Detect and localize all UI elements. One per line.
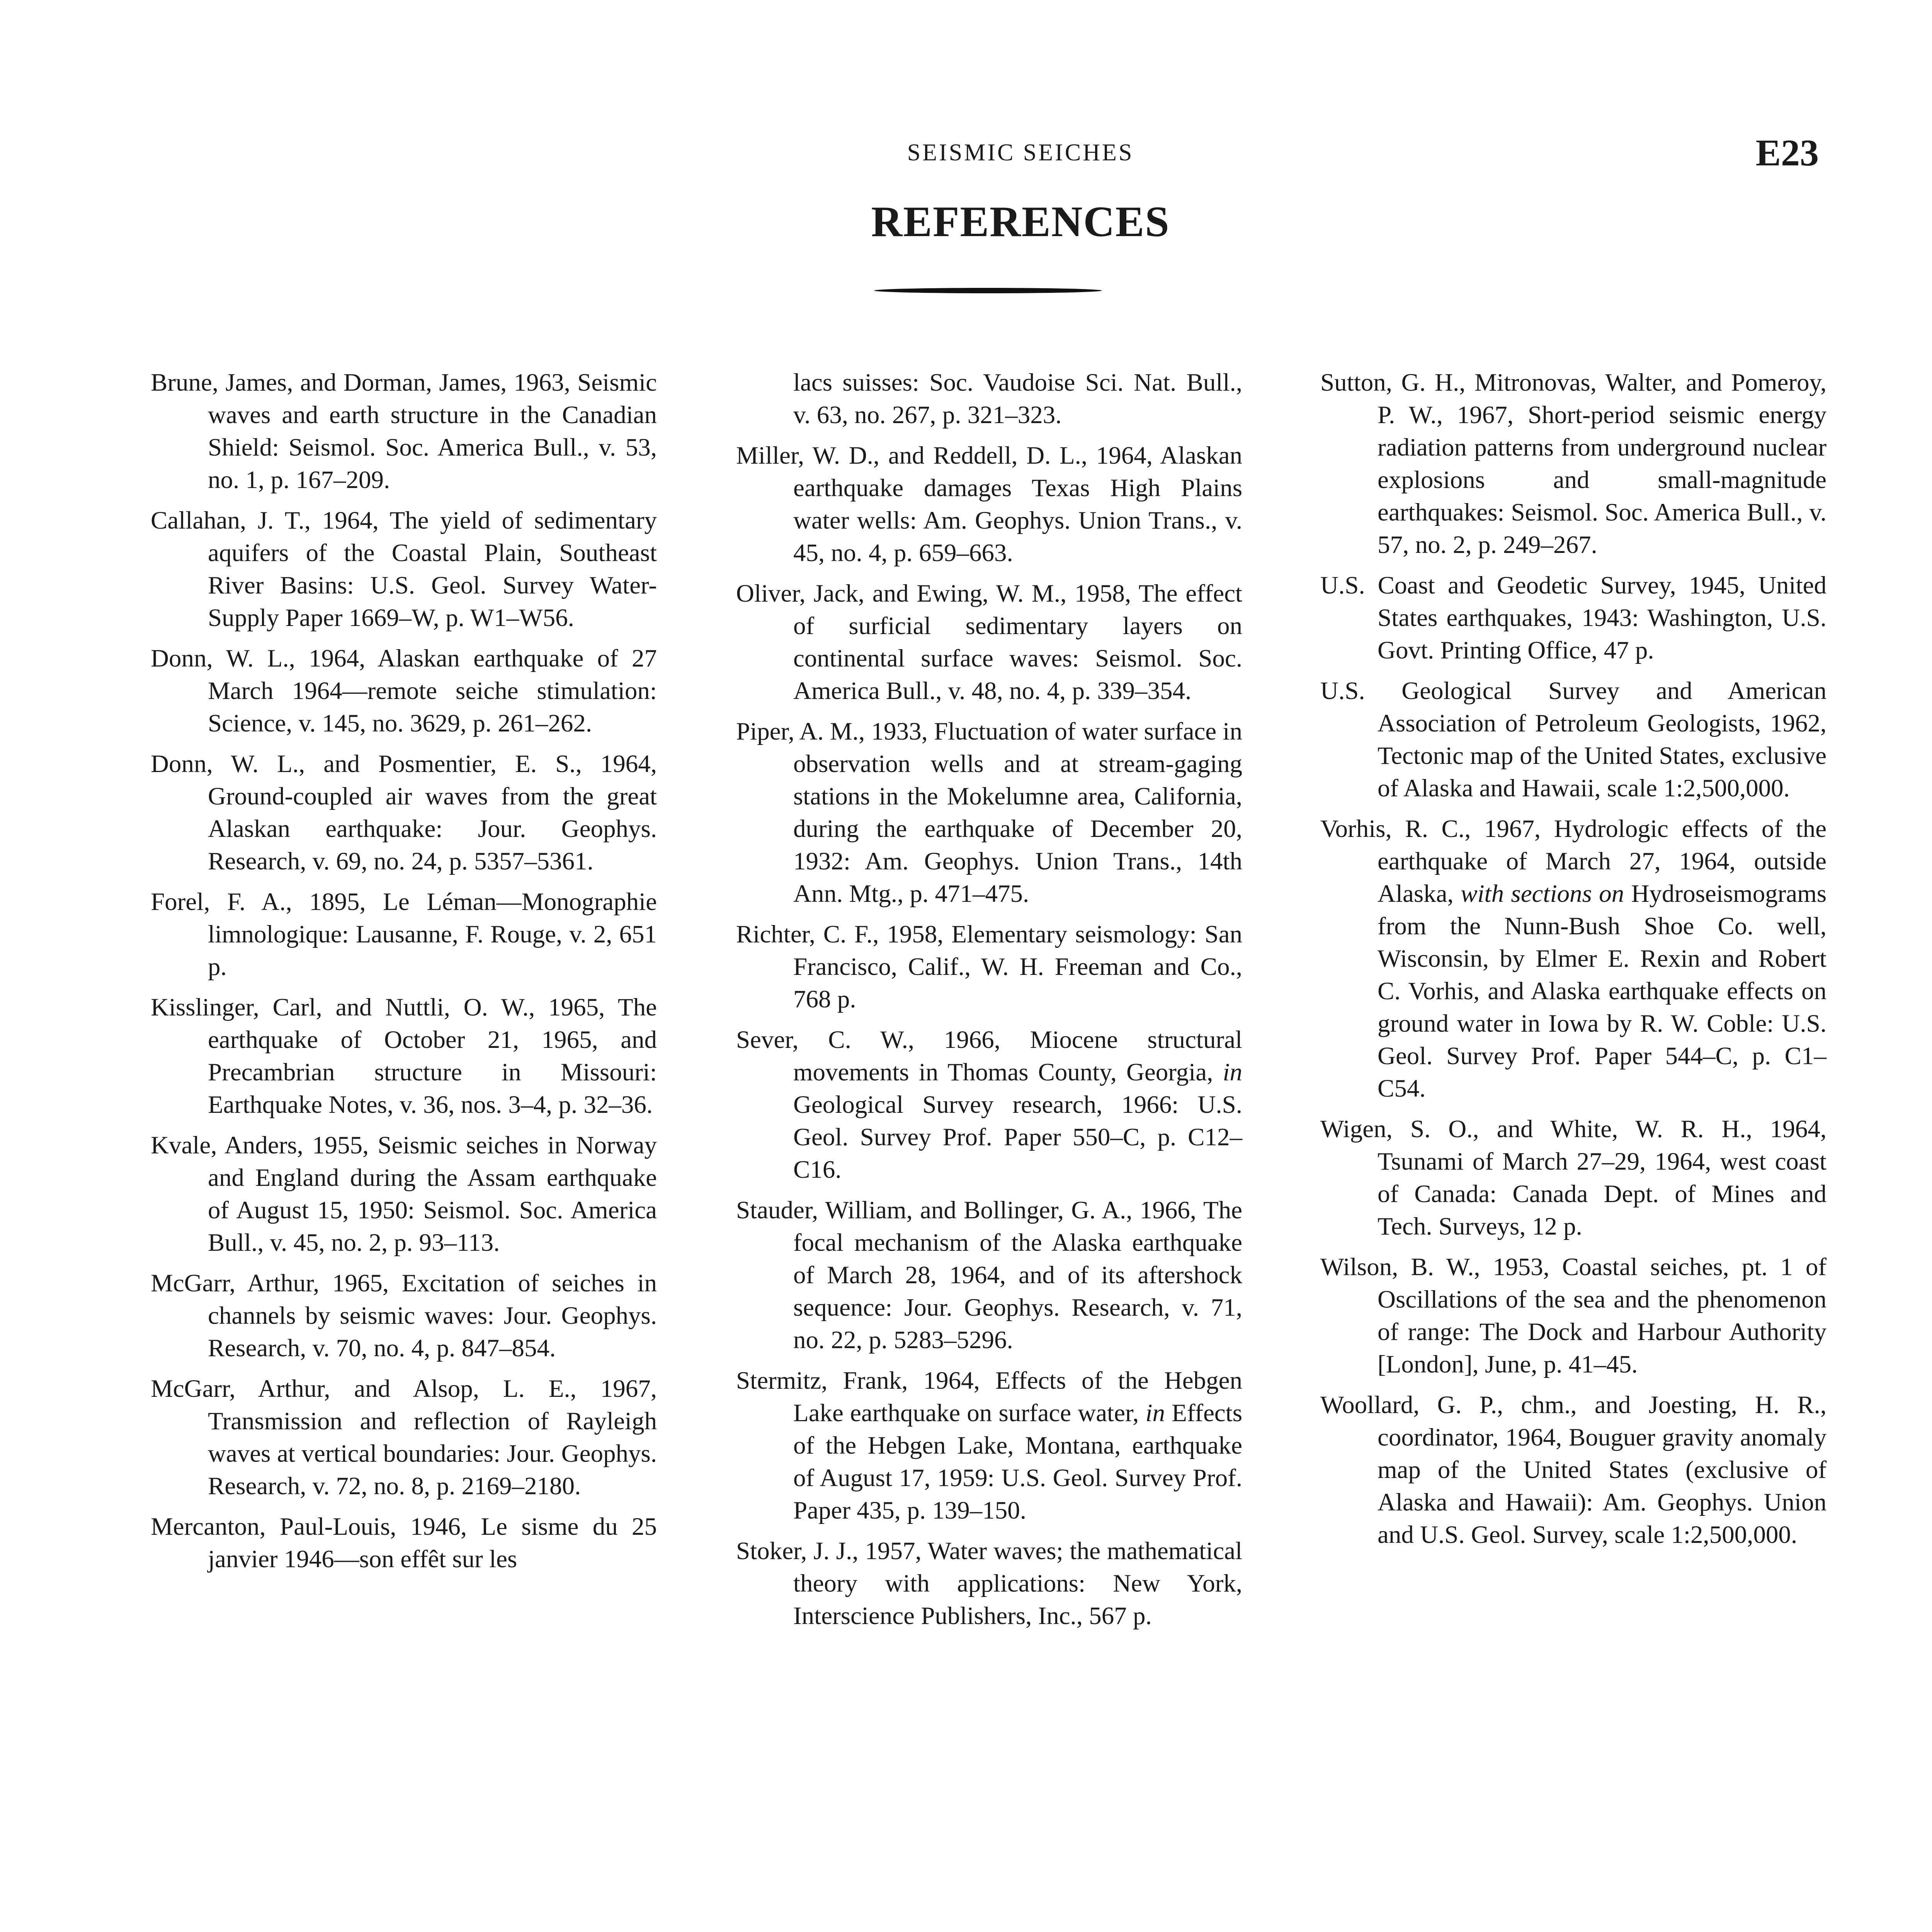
reference-entry — [1320, 675, 1827, 804]
reference-entry — [151, 1129, 657, 1259]
reference-text: Callahan, J. T., 1964, The yield of sedimentary aquifers of the Coastal Plain, Southeast River Basins: U.S. Geol. Survey Water-Supply Paper 1669–W, p. W1–W56. — [151, 507, 657, 632]
reference-text: Miller, W. D., and Reddell, D. L., 1964, Alaskan earthquake damages Texas High Plains water wells: Am. Geophys. Union Trans., v. 45, no. 4, p. 659–663. — [736, 442, 1242, 567]
reference-text: Donn, W. L., and Posmentier, E. S., 1964, Ground-coupled air waves from the great Alaskan earthquake: Jour. Geophys. Research, v. 69, no. 24, p. 5357–5361. — [151, 750, 657, 875]
reference-text: Wilson, B. W., 1953, Coastal seiches, pt. 1 of Oscillations of the sea and the phenomenon of range: The Dock and Harbour Authority [London], June, p. 41–45. — [1320, 1253, 1827, 1378]
reference-entry — [1320, 1113, 1827, 1243]
reference-text: McGarr, Arthur, and Alsop, L. E., 1967, Transmission and reflection of Rayleigh waves at vertical boundaries: Jour. Geophys. Research, v. 72, no. 8, p. 2169–2180. — [151, 1375, 657, 1500]
reference-text: U.S. Coast and Geodetic Survey, 1945, United States earthquakes, 1943: Washington, U.S. Govt. Printing Office, 47 p. — [1320, 571, 1827, 664]
reference-italic-text: with sections on — [1461, 880, 1624, 908]
reference-text: Sever, C. W., 1966, Miocene structural movements in Thomas County, Georgia, — [736, 1026, 1242, 1086]
reference-text: Effects of the Hebgen Lake, Montana, earthquake of August 17, 1959: U.S. Geol. Survey Prof. Paper 435, p. 139–150. — [793, 1399, 1242, 1524]
reference-entry — [736, 1194, 1242, 1356]
reference-text: Oliver, Jack, and Ewing, W. M., 1958, The effect of surficial sedimentary layers on continental surface waves: Seismol. Soc. America Bull., v. 48, no. 4, p. 339–354. — [736, 580, 1242, 705]
page-number: E23 — [1755, 132, 1819, 174]
reference-text: Kvale, Anders, 1955, Seismic seiches in Norway and England during the Assam earthquake of August 15, 1950: Seismol. Soc. America Bull., v. 45, no. 2, p. 93–113. — [151, 1131, 657, 1257]
reference-text: Piper, A. M., 1933, Fluctuation of water surface in observation wells and at stream-gaging stations in the Mokelumne area, California, during the earthquake of December 20, 1932: Am. Geophys. Union Trans., 14th Ann. Mtg., p. 471–475. — [736, 718, 1242, 908]
title-rule — [874, 288, 1102, 293]
reference-text: Kisslinger, Carl, and Nuttli, O. W., 1965, The earthquake of October 21, 1965, and Precambrian structure in Missouri: Earthquake Notes, v. 36, nos. 3–4, p. 32–36. — [151, 993, 657, 1119]
reference-entry — [151, 642, 657, 740]
reference-entry — [736, 918, 1242, 1015]
reference-entry — [736, 715, 1242, 910]
reference-entry — [736, 439, 1242, 569]
reference-entry — [1320, 1251, 1827, 1381]
reference-entry — [151, 366, 657, 496]
reference-column-3 — [1320, 366, 1827, 1559]
reference-entry — [151, 991, 657, 1121]
reference-column-1 — [151, 366, 657, 1583]
reference-entry — [151, 886, 657, 983]
reference-text: Stauder, William, and Bollinger, G. A., 1966, The focal mechanism of the Alaska earthquake of March 28, 1964, and of its aftershock sequence: Jour. Geophys. Research, v. 71, no. 22, p. 5283–5296. — [736, 1196, 1242, 1354]
reference-entry — [736, 366, 1242, 431]
running-head: SEISMIC SEICHES — [907, 139, 1134, 166]
reference-text: Stermitz, Frank, 1964, Effects of the Hebgen Lake earthquake on surface water, — [736, 1367, 1242, 1427]
reference-entry — [736, 1364, 1242, 1527]
reference-text: Geological Survey research, 1966: U.S. Geol. Survey Prof. Paper 550–C, p. C12–C16. — [793, 1091, 1242, 1184]
reference-entry — [736, 577, 1242, 707]
reference-entry — [151, 748, 657, 878]
reference-entry — [151, 1510, 657, 1575]
reference-entry — [151, 1267, 657, 1364]
reference-italic-text: in — [1145, 1399, 1165, 1427]
reference-entry — [1320, 569, 1827, 667]
section-title: REFERENCES — [871, 198, 1170, 246]
reference-text: Sutton, G. H., Mitronovas, Walter, and Pomeroy, P. W., 1967, Short-period seismic energy radiation patterns from underground nuclear explosions and small-magnitude earthquakes: Seismol. Soc. America Bull., v. 57, no. 2, p. 249–267. — [1320, 369, 1827, 559]
reference-text: McGarr, Arthur, 1965, Excitation of seiches in channels by seismic waves: Jour. Geophys. Research, v. 70, no. 4, p. 847–854. — [151, 1269, 657, 1362]
reference-text: Stoker, J. J., 1957, Water waves; the mathematical theory with applications: New York, Interscience Publishers, Inc., 567 p. — [736, 1537, 1242, 1630]
reference-text: U.S. Geological Survey and American Association of Petroleum Geologists, 1962, Tectonic map of the United States, exclusive of Alaska and Hawaii, scale 1:2,500,000. — [1320, 677, 1827, 802]
reference-text: Vorhis, R. C., 1967, Hydrologic effects of the earthquake of March 27, 1964, outside Alaska, — [1320, 815, 1827, 908]
reference-entry — [1320, 1389, 1827, 1551]
reference-text: lacs suisses: Soc. Vaudoise Sci. Nat. Bull., v. 63, no. 267, p. 321–323. — [793, 369, 1242, 429]
reference-entry — [736, 1535, 1242, 1632]
reference-entry — [1320, 366, 1827, 561]
reference-text: Forel, F. A., 1895, Le Léman—Monographie limnologique: Lausanne, F. Rouge, v. 2, 651 p. — [151, 888, 657, 981]
reference-text: Mercanton, Paul-Louis, 1946, Le sisme du 25 janvier 1946—son effêt sur les — [151, 1513, 657, 1573]
reference-text: Woollard, G. P., chm., and Joesting, H. R., coordinator, 1964, Bouguer gravity anomaly map of the United States (exclusive of Alaska and Hawaii): Am. Geophys. Union and U.S. Geol. Survey, scale 1:2,500,000. — [1320, 1391, 1827, 1549]
reference-text: Donn, W. L., 1964, Alaskan earthquake of 27 March 1964—remote seiche stimulation: Science, v. 145, no. 3629, p. 261–262. — [151, 645, 657, 737]
reference-entry — [151, 504, 657, 634]
reference-entry — [151, 1372, 657, 1502]
reference-text: Brune, James, and Dorman, James, 1963, Seismic waves and earth structure in the Canadian Shield: Seismol. Soc. America Bull., v. 53, no. 1, p. 167–209. — [151, 369, 657, 494]
reference-text: Wigen, S. O., and White, W. R. H., 1964, Tsunami of March 27–29, 1964, west coast of Canada: Canada Dept. of Mines and Tech. Surveys, 12 p. — [1320, 1115, 1827, 1240]
reference-text: Richter, C. F., 1958, Elementary seismology: San Francisco, Calif., W. H. Freeman and Co., 768 p. — [736, 920, 1242, 1013]
reference-entry — [736, 1024, 1242, 1186]
reference-italic-text: in — [1223, 1058, 1242, 1086]
reference-text: Hydroseismograms from the Nunn-Bush Shoe Co. well, Wisconsin, by Elmer E. Rexin and Robert C. Vorhis, and Alaska earthquake effects on ground water in Iowa by R. W. Coble: U.S. Geol. Survey Prof. Paper 544–C, p. C1–C54. — [1378, 880, 1827, 1102]
reference-entry — [1320, 813, 1827, 1105]
reference-column-2 — [736, 366, 1242, 1640]
